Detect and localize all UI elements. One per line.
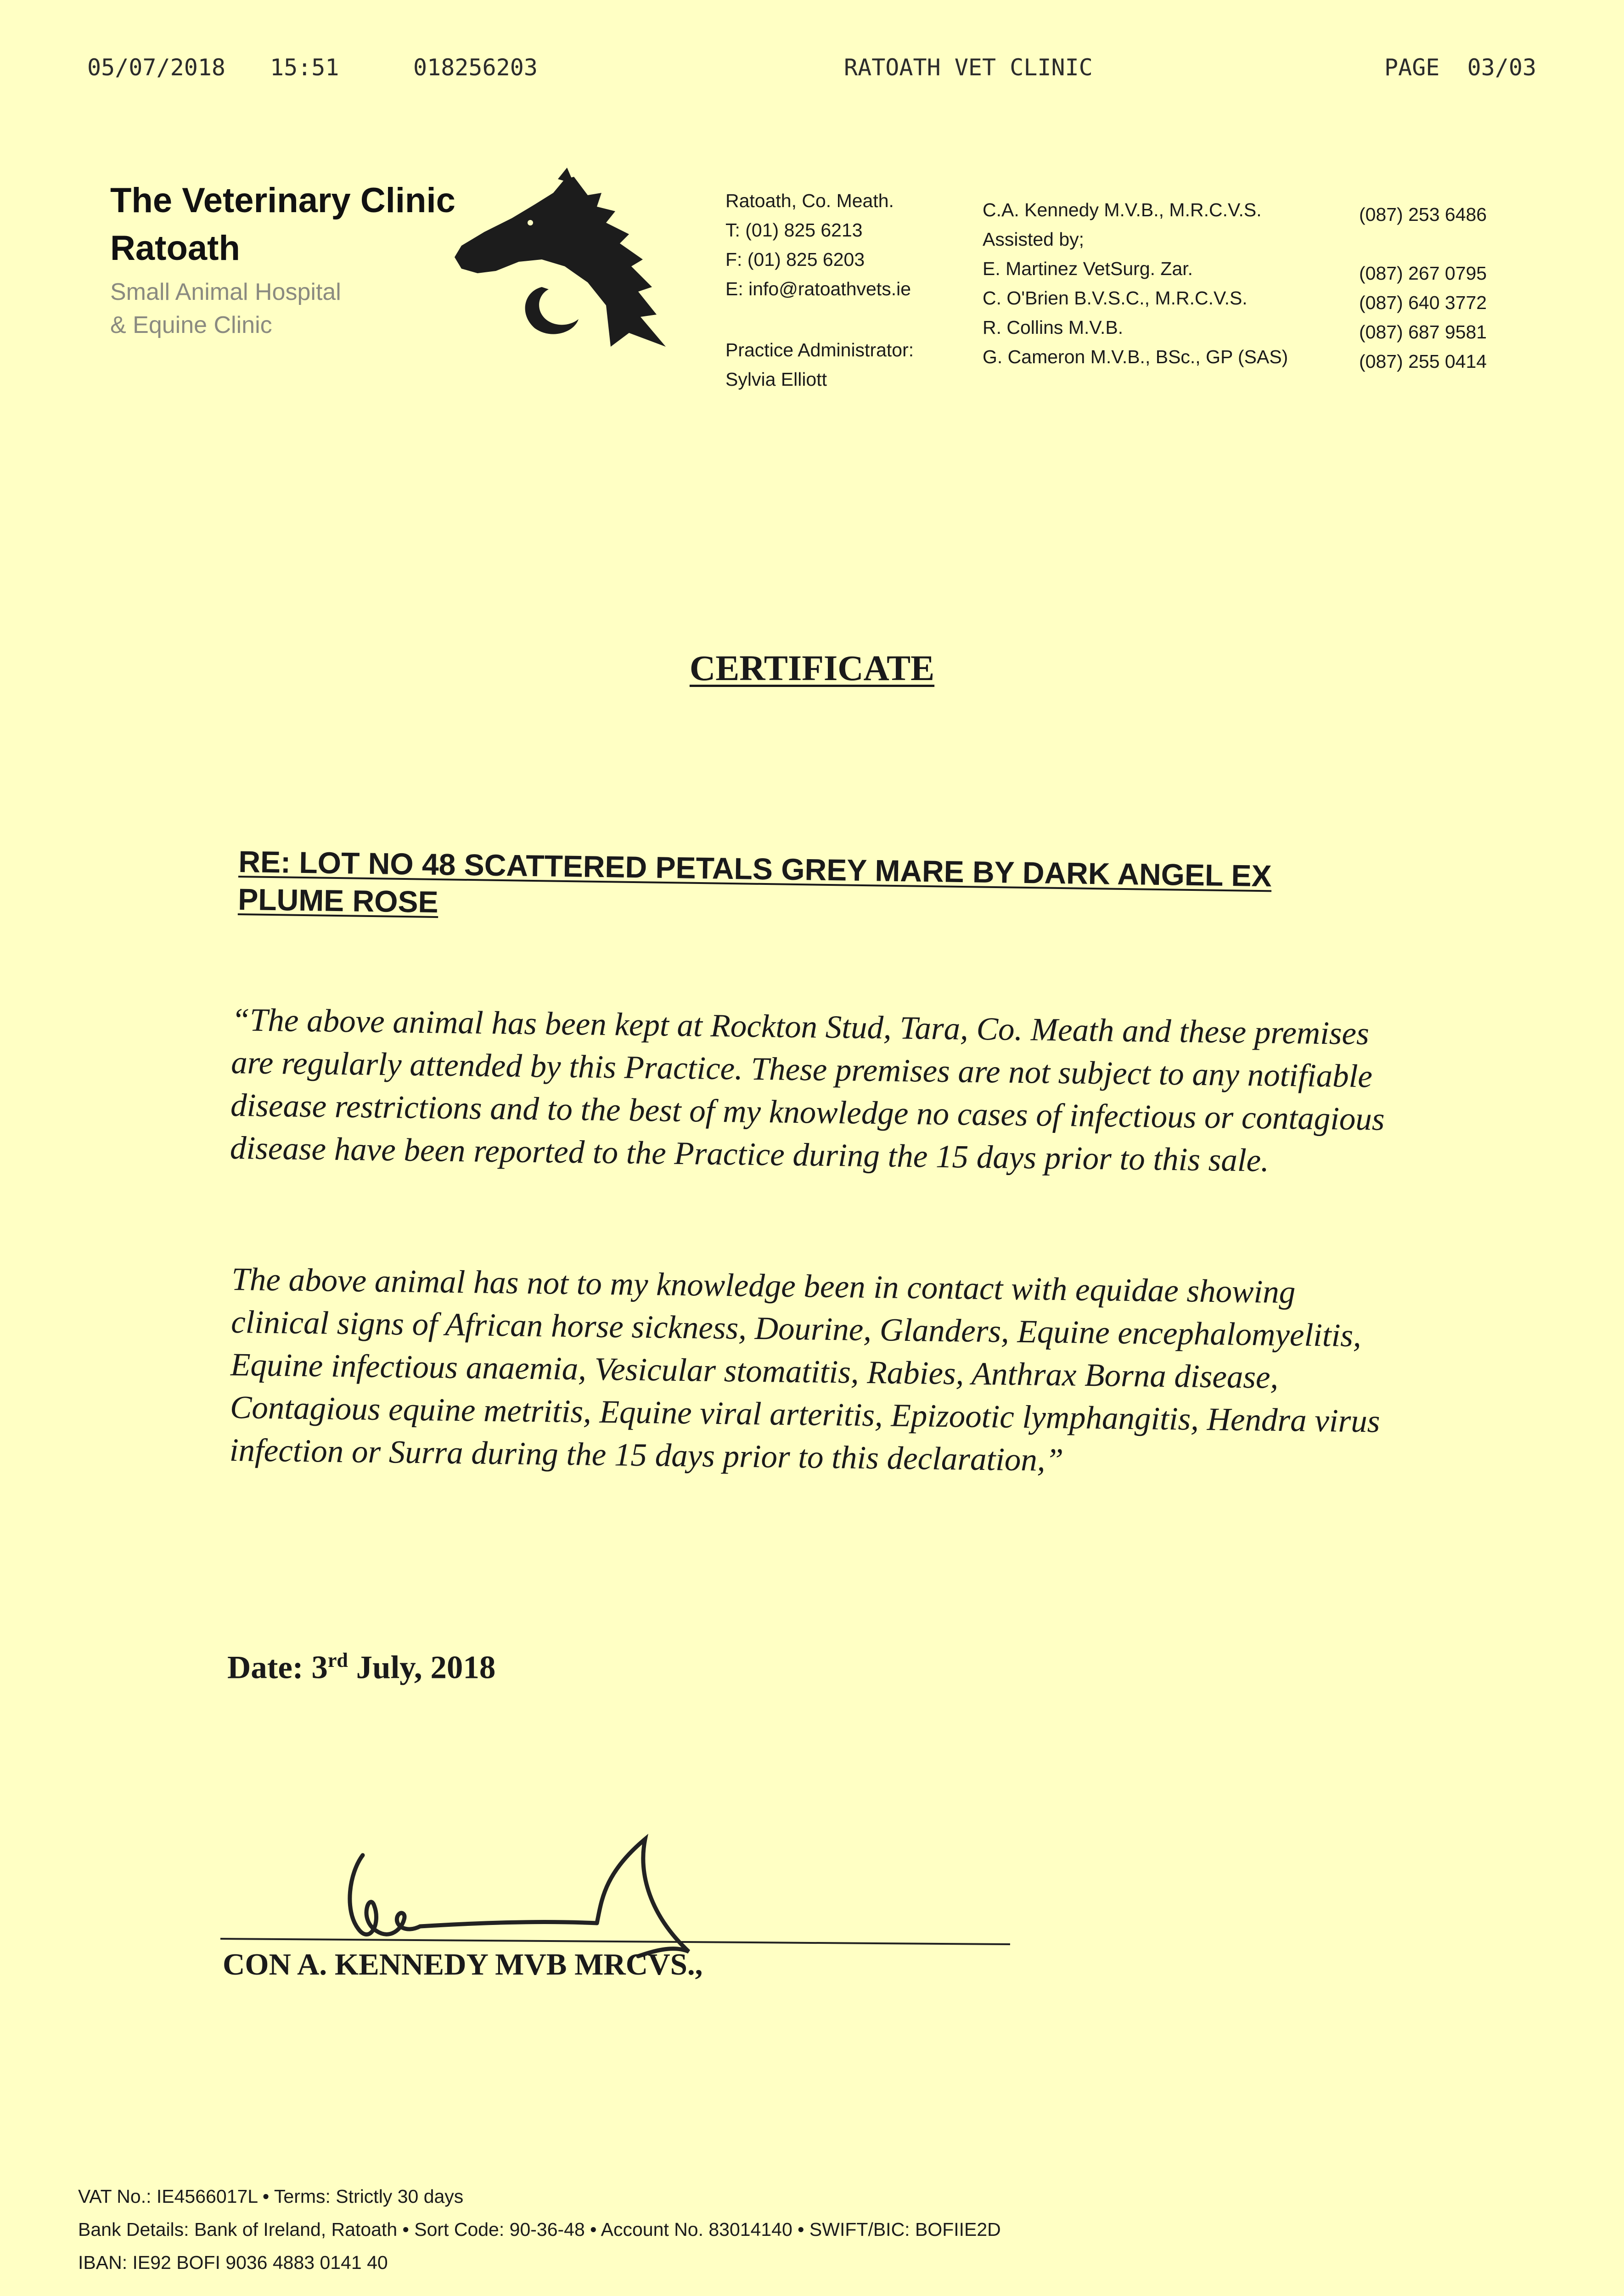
staff-phone: (087) 267 0795: [1359, 263, 1487, 284]
date-label: Date:: [227, 1649, 303, 1686]
date-suffix: rd: [327, 1649, 348, 1671]
certificate-title: [0, 647, 1624, 689]
staff-phone: (087) 253 6486: [1359, 204, 1487, 225]
re-line1: RE: LOT NO 48 SCATTERED PETALS GREY MARE BY DARK ANGEL EX: [238, 844, 1272, 893]
staff-name: C.A. Kennedy M.V.B., M.R.C.V.S.: [983, 199, 1262, 220]
clinic-name-line1: The Veterinary Clinic: [110, 181, 455, 220]
staff-name: G. Cameron M.V.B., BSc., GP (SAS): [983, 346, 1288, 367]
clinic-name: [110, 177, 455, 272]
signature: [321, 1814, 735, 1970]
fax-page: PAGE 03/03: [1384, 54, 1537, 81]
staff-name: C. O'Brien B.V.S.C., M.R.C.V.S.: [983, 287, 1248, 309]
admin-label: Practice Administrator:: [725, 339, 914, 360]
signer-name: CON A. KENNEDY MVB MRCVS.,: [223, 1947, 703, 1981]
date-rest: July, 2018: [356, 1649, 496, 1686]
clinic-email: E: info@ratoathvets.ie: [725, 278, 911, 299]
re-line2: PLUME ROSE: [237, 882, 439, 919]
clinic-address: Ratoath, Co. Meath.: [725, 190, 894, 211]
footer-iban: IBAN: IE92 BOFI 9036 4883 0141 40: [78, 2252, 388, 2273]
fax-date: 05/07/2018: [87, 54, 226, 81]
fax-sender: RATOATH VET CLINIC: [844, 54, 1093, 81]
clinic-name-line2: Ratoath: [110, 229, 240, 268]
contact-block: [725, 186, 911, 304]
clinic-fax: F: (01) 825 6203: [725, 249, 865, 270]
staff-name: Assisted by;: [983, 229, 1085, 250]
certificate-date: [227, 1649, 495, 1687]
clinic-sub-line1: Small Animal Hospital: [110, 279, 341, 305]
date-day: 3: [311, 1649, 328, 1686]
staff-phone: [1359, 229, 1487, 259]
declaration-paragraph-1: “The above animal has been kept at Rockton Stud, Tara, Co. Meath and these premises are regularly attended by this Practice. These premises are not subject to any notifiable disease restrictions and to the best of my knowledge no cases of infectious or contagious disease have been reported to the Practice during the 15 days prior to this sale.: [230, 1002, 1385, 1179]
admin-name: Sylvia Elliott: [725, 369, 827, 390]
staff-phone: (087) 255 0414: [1359, 351, 1487, 372]
re-subject: [238, 843, 1387, 934]
staff-names: [983, 195, 1288, 371]
staff-phone: (087) 687 9581: [1359, 321, 1487, 343]
fax-number: 018256203: [413, 54, 538, 81]
horse-head-icon: [436, 168, 675, 351]
clinic-phone: T: (01) 825 6213: [725, 219, 863, 241]
clinic-sub-line2: & Equine Clinic: [110, 312, 272, 338]
fax-time: 15:51: [270, 54, 339, 81]
staff-name: R. Collins M.V.B.: [983, 317, 1124, 338]
admin-block: [725, 335, 914, 394]
footer-vat: VAT No.: IE4566017L • Terms: Strictly 30 days: [78, 2186, 464, 2207]
staff-name: E. Martinez VetSurg. Zar.: [983, 258, 1193, 279]
certificate-title-text: CERTIFICATE: [689, 648, 935, 688]
footer-bank: Bank Details: Bank of Ireland, Ratoath • Sort Code: 90-36-48 • Account No. 83014140 • SWIFT/BIC: BOFIIE2D: [78, 2219, 1001, 2240]
clinic-subtitle: [110, 276, 341, 342]
staff-phone: (087) 640 3772: [1359, 292, 1487, 313]
staff-phones: [1359, 200, 1487, 376]
declaration-paragraph-2: The above animal has not to my knowledge been in contact with equidae showing clinical signs of African horse sickness, Dourine, Glanders, Equine encephalomyelitis, Equine infectious anaemia, Vesicular stomatitis, Rabies, Anthrax Borna disease, Contagious equine metritis, Equine viral arteritis, Epizootic lymphangitis, Hendra virus infection or Surra during the 15 days prior to this declaration,”: [229, 1261, 1380, 1479]
